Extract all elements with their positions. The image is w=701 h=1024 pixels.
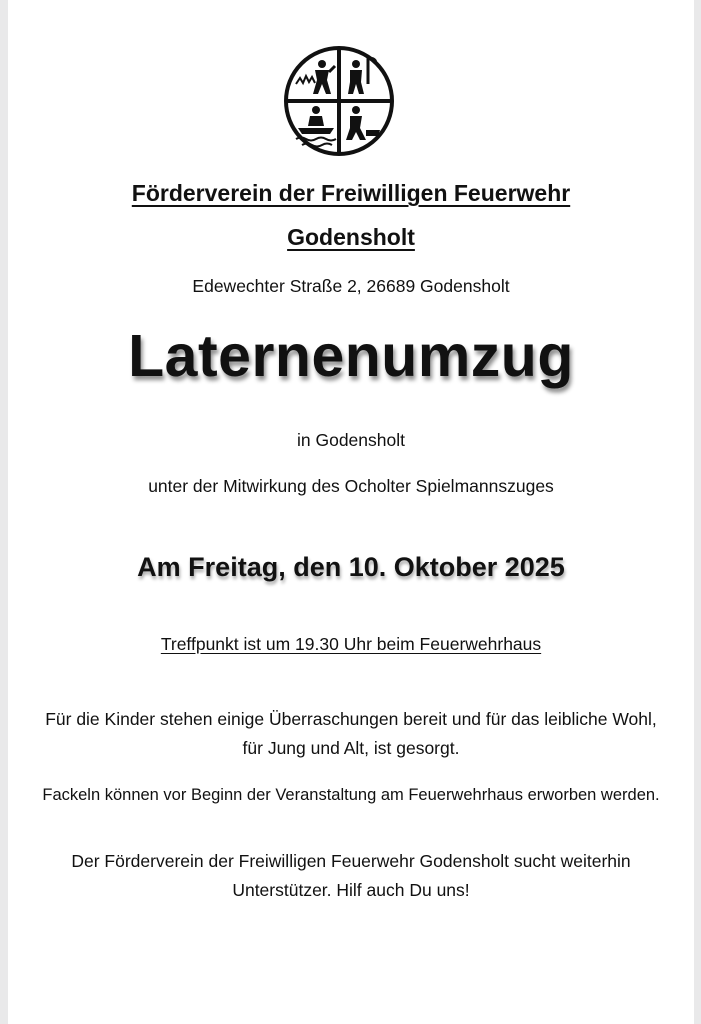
info-kids: Für die Kinder stehen einige Überraschungen bereit und für das leibliche Wohl, für Jung und Alt, ist gesorgt. xyxy=(45,709,657,758)
organization-name: Förderverein der Freiwilligen Feuerwehr xyxy=(131,180,571,206)
organization-place: Godensholt xyxy=(287,224,415,250)
meeting-point: Treffpunkt ist um 19.30 Uhr beim Feuerwehrhaus xyxy=(160,634,542,654)
event-place: in Godensholt xyxy=(297,430,405,450)
flyer-page xyxy=(8,0,694,1024)
info-torches: Fackeln können vor Beginn der Veranstaltung am Feuerwehrhaus erworben werden. xyxy=(42,786,660,804)
event-date: Am Freitag, den 10. Oktober 2025 xyxy=(137,552,565,582)
event-title: Laternenumzug xyxy=(128,323,574,389)
event-music: unter der Mitwirkung des Ocholter Spielmannszuges xyxy=(148,476,554,496)
address: Edewechter Straße 2, 26689 Godensholt xyxy=(192,276,510,296)
fire-brigade-emblem-icon xyxy=(282,44,396,158)
info-support: Der Förderverein der Freiwilligen Feuerwehr Godensholt sucht weiterhin Unterstützer. Hilf auch Du uns! xyxy=(71,851,631,900)
